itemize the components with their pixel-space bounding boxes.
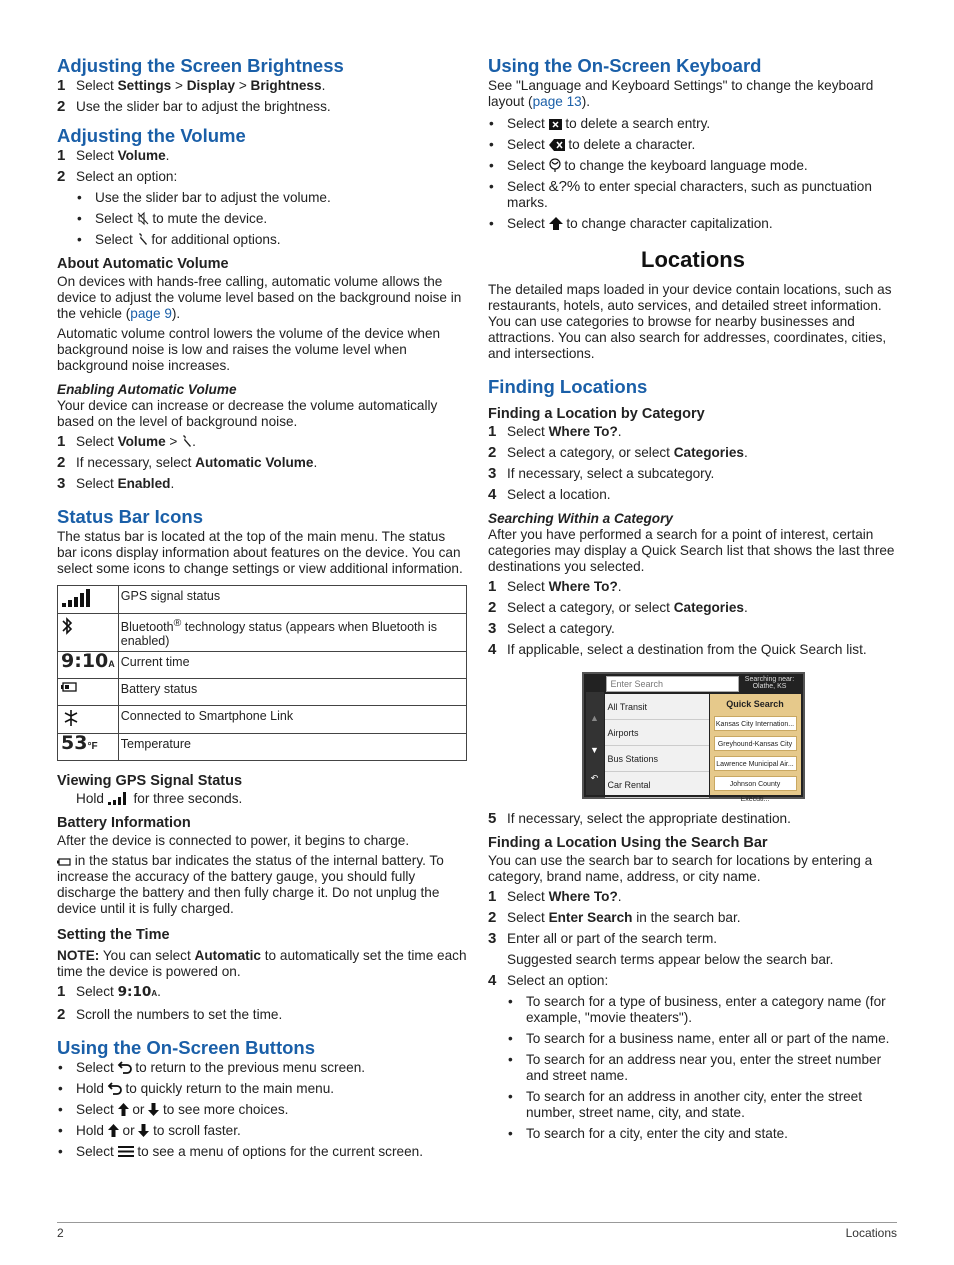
scroll-controls: ▲ ▼ ↶ — [586, 692, 604, 795]
step: 1 Select Volume > . — [57, 433, 196, 450]
step: 3 Select a category. — [488, 620, 615, 637]
brightness-heading: Adjusting the Screen Brightness — [57, 55, 344, 76]
table-row: 9:10A Current time — [58, 652, 467, 679]
list-item: • Select for additional options. — [77, 232, 281, 247]
list-item: Airports — [605, 720, 709, 746]
list-item: • To search for an address near you, enter the street number and street name. — [508, 1052, 882, 1083]
page-footer — [57, 1222, 897, 1241]
time-icon: 9:10 — [117, 984, 152, 1001]
list-item: • Select to delete a character. — [489, 137, 696, 152]
gps-status-heading: Viewing GPS Signal Status — [57, 773, 243, 790]
down-arrow-icon — [138, 1124, 149, 1137]
list-item: • Select to change the keyboard language mode. — [489, 158, 808, 173]
list-item: • To search for a city, enter the city and state. — [508, 1126, 788, 1141]
step: 2 Select an option: — [57, 168, 178, 185]
step: 1 Select Where To?. — [488, 888, 622, 905]
battery-icon — [57, 857, 71, 867]
time-icon: 9:10 — [61, 650, 109, 673]
step: 5 If necessary, select the appropriate destination. — [488, 810, 791, 827]
clear-entry-icon — [549, 119, 562, 130]
footer-section: Locations — [845, 1226, 897, 1240]
list-item: • Select to return to the previous menu screen. — [58, 1060, 366, 1076]
step-number: 1 — [57, 77, 66, 94]
list-item: • Use the slider bar to adjust the volume. — [77, 190, 331, 205]
wrench-icon — [137, 233, 148, 246]
list-item: Kansas City Internation... — [714, 716, 797, 731]
step: 1 Select Settings > Display > Brightness. — [57, 77, 326, 94]
list-item: Bus Stations — [605, 746, 709, 772]
list-item: • Hold to quickly return to the main menu. — [58, 1081, 335, 1097]
step: 2 Select Enter Search in the search bar. — [488, 909, 741, 926]
table-row: GPS signal status — [58, 586, 467, 614]
list-item: • To search for a business name, enter all or part of the name. — [508, 1031, 890, 1046]
list-item: • To search for an address in another city, enter the street number, street name, city, and state. — [508, 1089, 862, 1120]
page-13-link[interactable]: page 13 — [532, 94, 582, 109]
gps-signal-icon — [61, 588, 93, 608]
step: 3 Select Enabled. — [57, 475, 175, 492]
table-row: Battery status — [58, 679, 467, 706]
buttons-heading: Using the On-Screen Buttons — [57, 1037, 315, 1059]
enabling-heading: Enabling Automatic Volume — [57, 382, 237, 397]
battery-heading: Battery Information — [57, 815, 191, 832]
list-item: • Select to see a menu of options for the current screen. — [58, 1144, 423, 1160]
locations-section: Locations The detailed maps loaded in your device contain locations, such as restaurants, hotels, auto services, and detailed street information. You can use categories to browse for nearby businesses and attractions. You can also search for addresses, coordinates, cities, and intersections. — [488, 252, 898, 362]
menu-icon — [118, 1145, 134, 1158]
list-item: • Select to change character capitalization. — [489, 216, 773, 231]
finding-section: Finding Locations Finding a Location by Category 1 Select Where To?. 2 Select a category, or select Categories. 3 If necessary, select a subcategory. 4 Select a location. Searching Within a Category After you have performed a search for a point of interest, certain categories may display a Quick Search list that shows the last three destinations you selected. 1 Select Where To?. 2 Select a category, or select Categories. 3 Select a category. 4 If applicable, select a destination from the Quick Search list. Enter Search Searching near: Olathe, KS ▲ ▼ ↶ All Transit Airports Bus Stations Car Rental Quick Search Kansas City Internation... Greyhound-Kansas City Lawrence Municipal Air... Johnson County Executi... 5 If necessary, select the appropriate destination. Finding a Location Using the Search Bar You can use the search bar to search for locations by entering a category, brand name, address, or city name. 1 Select Where To?. 2 Select Enter Search in the search bar. 3 Enter all or part of the search term. Suggested search terms appear below the search bar. 4 Select an option: • To search for a type of business, enter a category name (for example, "movie theaters"). • To search for a business name, enter all or part of the name. • To search for an address near you, enter the street number and street name. • To search for an address in another city, enter the street number, street name, city, and state. • To search for a city, enter the city and state. — [488, 376, 898, 1142]
volume-section — [57, 125, 467, 248]
time-heading: Setting the Time — [57, 927, 170, 944]
table-row: Bluetooth® technology status (appears when Bluetooth is enabled) — [58, 614, 467, 652]
by-category-heading: Finding a Location by Category — [488, 406, 705, 422]
brightness-section — [57, 55, 467, 115]
quick-search-panel: Quick Search Kansas City Internation... Greyhound-Kansas City Lawrence Municipal Air... Johnson County Executi... — [710, 694, 801, 795]
step: 1 Select Where To?. — [488, 423, 622, 440]
volume-heading: Adjusting the Volume — [57, 125, 246, 146]
buttons-section — [57, 1037, 467, 1160]
gps-status-section: Viewing GPS Signal Status Hold for three seconds. — [57, 773, 467, 807]
keyboard-heading: Using the On-Screen Keyboard — [488, 55, 762, 76]
up-arrow-icon — [118, 1103, 129, 1116]
up-arrow-icon — [108, 1124, 119, 1137]
step: 4 Select an option: — [488, 972, 609, 989]
step: 2 Use the slider bar to adjust the brightness. — [57, 98, 331, 115]
down-arrow-icon — [148, 1103, 159, 1116]
bluetooth-icon — [61, 616, 73, 636]
table-row: 53°F Temperature — [58, 734, 467, 761]
right-column — [488, 55, 898, 1147]
backspace-icon — [549, 139, 565, 151]
back-icon — [118, 1061, 132, 1074]
step-note: Suggested search terms appear below the search bar. — [507, 952, 834, 967]
special-characters-icon: &?% — [548, 178, 581, 195]
status-heading: Status Bar Icons — [57, 506, 203, 527]
list-item: • Hold or to scroll faster. — [58, 1123, 241, 1139]
step: 4 If applicable, select a destination from the Quick Search list. — [488, 641, 867, 658]
category-list — [605, 694, 709, 795]
within-heading: Searching Within a Category — [488, 511, 673, 526]
temperature-icon: 53 — [61, 732, 88, 755]
step: 2 Select a category, or select Categories. — [488, 444, 748, 461]
step: 2 If necessary, select Automatic Volume. — [57, 454, 318, 471]
page-9-link[interactable]: page 9 — [130, 306, 172, 321]
list-item: Greyhound-Kansas City — [714, 736, 797, 751]
time-section: Setting the Time NOTE: You can select Automatic to automatically set the time each time the device is powered on. 1 Select 9:10A. 2 Scroll the numbers to set the time. — [57, 927, 467, 1024]
step: 3 If necessary, select a subcategory. — [488, 465, 715, 482]
step: 3 Enter all or part of the search term. — [488, 930, 718, 947]
step: 1 Select Volume. — [57, 147, 170, 164]
table-row: Connected to Smartphone Link — [58, 706, 467, 734]
mute-icon — [137, 212, 149, 225]
auto-volume-section: About Automatic Volume On devices with hands-free calling, automatic volume allows the device to adjust the volume level based on the background noise in the vehicle (page 9). Automatic volume control lowers the volume of the device when background noise is low and raises the volume level when background noise increases. Enabling Automatic Volume Your device can increase or decrease the volume automatically based on the level of background noise. 1 Select Volume > . 2 If necessary, select Automatic Volume. 3 Select Enabled. — [57, 256, 467, 492]
step: 1 Select Where To?. — [488, 578, 622, 595]
list-item: Lawrence Municipal Air... — [714, 756, 797, 771]
keyboard-section: Using the On-Screen Keyboard See "Language and Keyboard Settings" to change the keyboard layout (page 13). • Select to delete a search entry. • Select to delete a character. • Select to change the keyboard language mode. • Select &?% to enter special characters, such as punctuation marks. • Select to change character capitalization. — [488, 55, 898, 232]
wrench-icon — [181, 435, 192, 448]
step: 2 Select a category, or select Categories. — [488, 599, 748, 616]
gps-signal-icon — [108, 792, 130, 805]
list-item: • Select or to see more choices. — [58, 1102, 289, 1118]
language-icon — [549, 158, 561, 172]
status-icons-table — [57, 585, 467, 761]
page-number: 2 — [57, 1226, 64, 1240]
locations-title: Locations — [641, 247, 745, 272]
list-item: • To search for a type of business, enter a category name (for example, "movie theaters"). — [508, 994, 886, 1025]
step: 2 Scroll the numbers to set the time. — [57, 1006, 283, 1024]
back-icon — [108, 1082, 122, 1095]
list-item: • Select to mute the device. — [77, 211, 268, 226]
step: 1 Select 9:10A. — [57, 983, 161, 1001]
list-item: Johnson County Executi... — [714, 776, 797, 791]
auto-volume-heading: About Automatic Volume — [57, 256, 229, 272]
left-column — [57, 55, 467, 1165]
list-item: Car Rental — [605, 772, 709, 798]
enter-search-field: Enter Search — [606, 676, 739, 692]
shift-icon — [549, 217, 563, 230]
step: 4 Select a location. — [488, 486, 611, 503]
smartphone-link-icon — [61, 708, 81, 728]
quick-search-screenshot: Enter Search Searching near: Olathe, KS ▲ ▼ ↶ All Transit Airports Bus Stations Car Rental Quick Search Kansas City Internation... Greyhound-Kansas City Lawrence Municipal Air... Johnson County Executi... — [582, 672, 805, 799]
list-item: All Transit — [605, 694, 709, 720]
search-bar-heading: Finding a Location Using the Search Bar — [488, 835, 768, 851]
finding-heading: Finding Locations — [488, 376, 648, 397]
list-item: • Select &?% to enter special characters, such as punctuation marks. — [489, 178, 872, 210]
list-item: • Select to delete a search entry. — [489, 116, 711, 131]
step-number: 2 — [57, 98, 66, 115]
battery-section: Battery Information After the device is connected to power, it begins to charge. in the status bar indicates the status of the internal battery. To increase the accuracy of the battery gauge, you should fully discharge the battery and then fully charge it. Do not unplug the device until it is fully charged. — [57, 815, 467, 917]
status-section: Status Bar Icons The status bar is located at the top of the main menu. The status bar icons display information about features on the device. You can select some icons to change settings or view additional information. GPS signal status Bluetooth® technology status (appears when Bluetooth is enabled) 9:10A Current time Battery status Connected to Smartphone Link 53°F Temperature — [57, 506, 467, 761]
battery-icon — [61, 681, 79, 693]
